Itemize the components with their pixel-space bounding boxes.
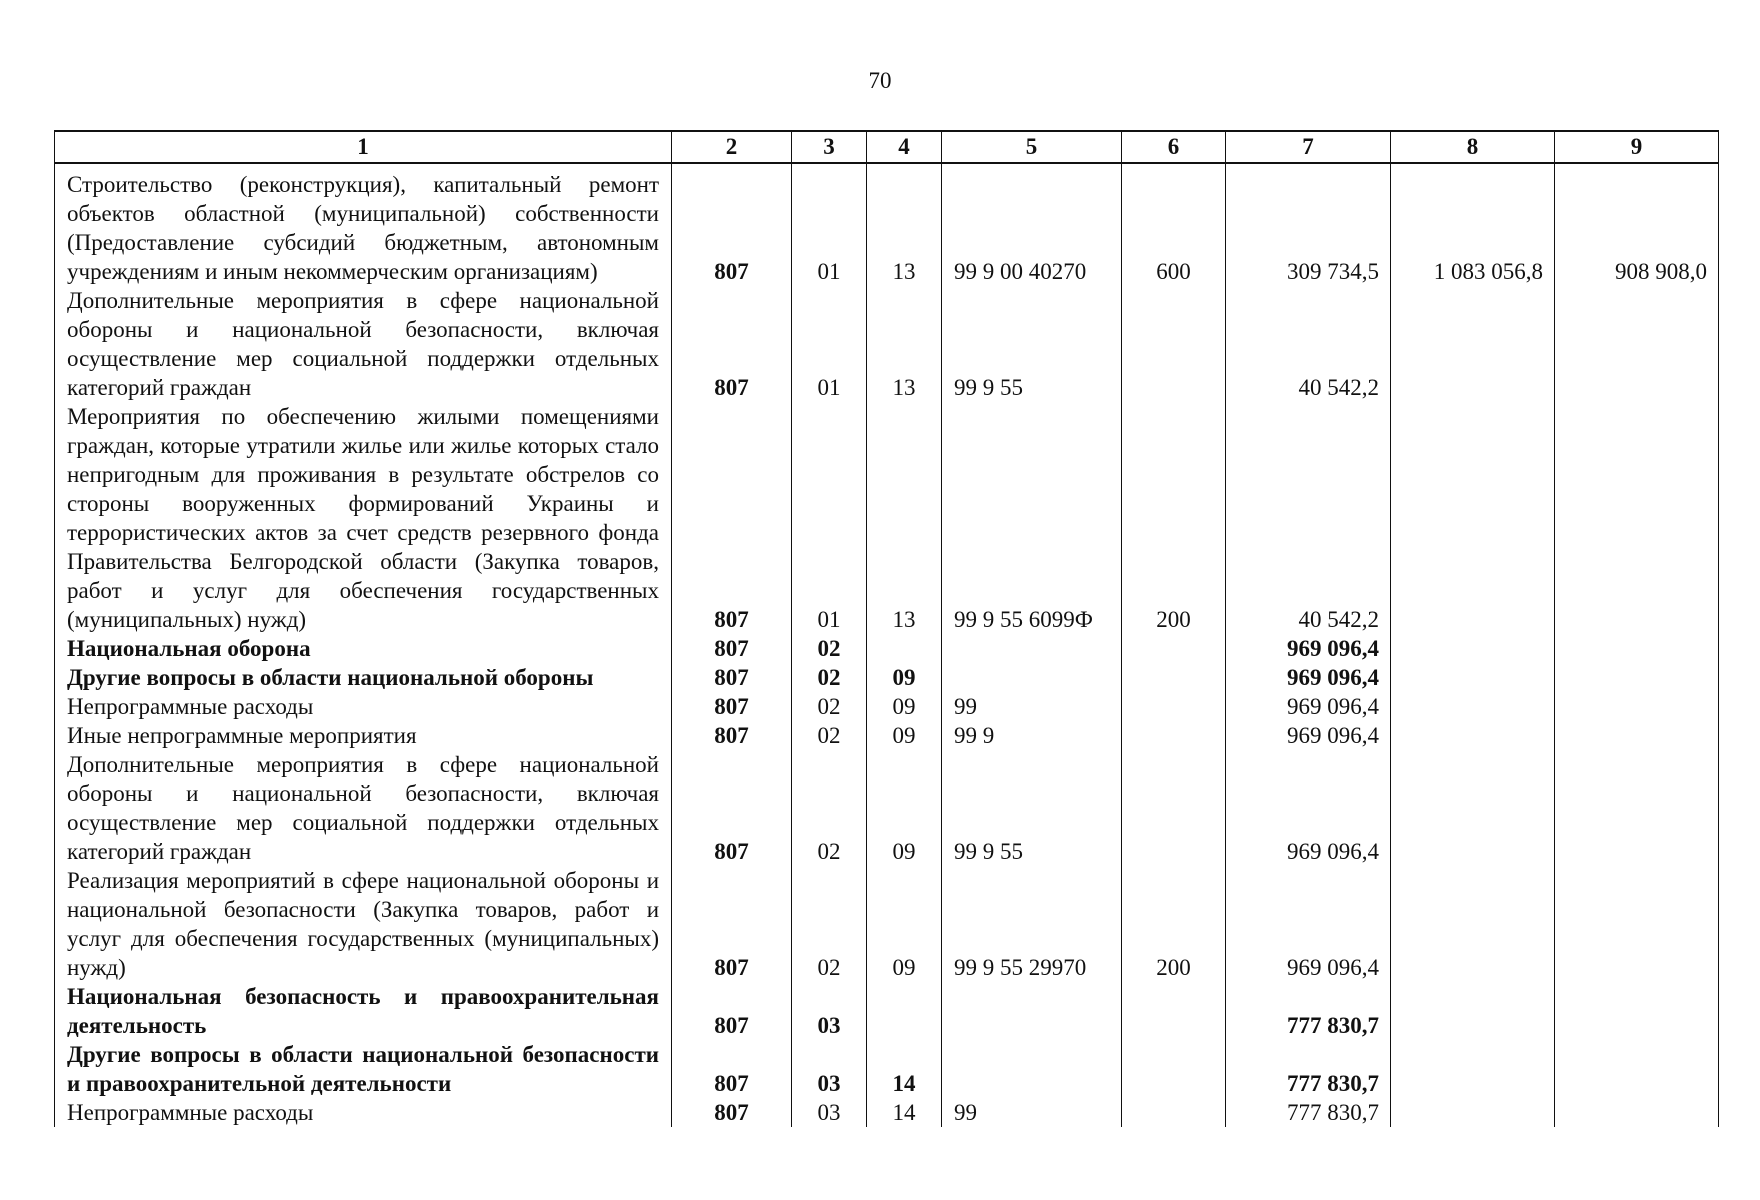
cell-target-article: 99 9 55: [942, 750, 1122, 866]
cell-amount-2023: 969 096,4: [1226, 663, 1391, 692]
cell-expense-type: [1122, 634, 1226, 663]
table-row: [55, 982, 1719, 1040]
cell-expense-type: [1122, 286, 1226, 402]
cell-code-807: 807: [672, 663, 792, 692]
cell-amount-2024: [1391, 1098, 1555, 1127]
cell-subsection: 09: [867, 750, 942, 866]
cell-subsection: [867, 982, 942, 1040]
cell-amount-2023: 40 542,2: [1226, 402, 1391, 634]
cell-amount-2023: 969 096,4: [1226, 750, 1391, 866]
cell-expense-type: [1122, 721, 1226, 750]
cell-target-article: 99 9 55 29970: [942, 866, 1122, 982]
cell-amount-2023: 777 830,7: [1226, 1098, 1391, 1127]
cell-target-article: 99 9: [942, 721, 1122, 750]
cell-section: 02: [792, 692, 867, 721]
cell-item-name: Строительство (реконструкция), капитальный ремонт объектов областной (муниципальной) собственности (Предоставление субсидий бюджетным, автономным учреждениям и иным некоммерческим организациям): [55, 163, 672, 286]
cell-item-name: Иные непрограммные мероприятия: [55, 721, 672, 750]
cell-section: 02: [792, 750, 867, 866]
page-number: 70: [868, 68, 892, 93]
cell-amount-2025: [1555, 750, 1719, 866]
cell-amount-2024: [1391, 721, 1555, 750]
cell-target-article: [942, 663, 1122, 692]
cell-code-807: 807: [672, 634, 792, 663]
cell-amount-2023: 969 096,4: [1226, 692, 1391, 721]
cell-section: 01: [792, 163, 867, 286]
table-row: [55, 721, 1719, 750]
cell-section: 01: [792, 286, 867, 402]
cell-expense-type: [1122, 663, 1226, 692]
cell-amount-2024: [1391, 634, 1555, 663]
cell-section: 01: [792, 402, 867, 634]
cell-amount-2024: [1391, 663, 1555, 692]
cell-item-name: Другие вопросы в области национальной безопасности и правоохранительной деятельности: [55, 1040, 672, 1098]
cell-section: 02: [792, 663, 867, 692]
cell-amount-2025: [1555, 663, 1719, 692]
col-header-5: 5: [942, 131, 1122, 163]
cell-subsection: 09: [867, 866, 942, 982]
cell-amount-2024: [1391, 1040, 1555, 1098]
cell-target-article: [942, 982, 1122, 1040]
cell-subsection: 13: [867, 163, 942, 286]
header-row: [55, 131, 1719, 163]
cell-amount-2023: 777 830,7: [1226, 1040, 1391, 1098]
cell-amount-2025: [1555, 286, 1719, 402]
cell-section: 02: [792, 721, 867, 750]
cell-section: 03: [792, 1040, 867, 1098]
table-row: [55, 286, 1719, 402]
cell-section: 03: [792, 982, 867, 1040]
table-row: [55, 663, 1719, 692]
cell-amount-2025: [1555, 692, 1719, 721]
col-header-4: 4: [867, 131, 942, 163]
cell-item-name: Непрограммные расходы: [55, 692, 672, 721]
cell-section: 02: [792, 634, 867, 663]
cell-target-article: 99 9 55: [942, 286, 1122, 402]
cell-target-article: [942, 1040, 1122, 1098]
table-row: [55, 1098, 1719, 1127]
cell-item-name: Непрограммные расходы: [55, 1098, 672, 1127]
cell-amount-2025: [1555, 866, 1719, 982]
cell-item-name: Национальная оборона: [55, 634, 672, 663]
cell-amount-2023: 40 542,2: [1226, 286, 1391, 402]
cell-code-807: 807: [672, 721, 792, 750]
table-row: [55, 634, 1719, 663]
cell-code-807: 807: [672, 866, 792, 982]
cell-amount-2025: [1555, 402, 1719, 634]
cell-code-807: 807: [672, 982, 792, 1040]
cell-expense-type: 200: [1122, 402, 1226, 634]
table-row: [55, 866, 1719, 982]
table-row: [55, 750, 1719, 866]
cell-expense-type: [1122, 750, 1226, 866]
cell-item-name: Другие вопросы в области национальной обороны: [55, 663, 672, 692]
cell-expense-type: [1122, 982, 1226, 1040]
col-header-1: 1: [55, 131, 672, 163]
cell-subsection: 09: [867, 663, 942, 692]
cell-amount-2025: [1555, 634, 1719, 663]
table-body: [55, 163, 1719, 1127]
col-header-8: 8: [1391, 131, 1555, 163]
cell-code-807: 807: [672, 286, 792, 402]
cell-target-article: 99 9 00 40270: [942, 163, 1122, 286]
col-header-3: 3: [792, 131, 867, 163]
cell-code-807: 807: [672, 750, 792, 866]
cell-expense-type: [1122, 1040, 1226, 1098]
table-row: [55, 692, 1719, 721]
cell-expense-type: [1122, 1098, 1226, 1127]
cell-amount-2023: 969 096,4: [1226, 721, 1391, 750]
cell-amount-2025: [1555, 1040, 1719, 1098]
cell-amount-2023: 969 096,4: [1226, 866, 1391, 982]
cell-target-article: [942, 634, 1122, 663]
cell-amount-2025: [1555, 1098, 1719, 1127]
cell-amount-2024: 1 083 056,8: [1391, 163, 1555, 286]
cell-subsection: 13: [867, 286, 942, 402]
cell-item-name: Дополнительные мероприятия в сфере национальной обороны и национальной безопасности, включая осуществление мер социальной поддержки отдельных категорий граждан: [55, 286, 672, 402]
cell-code-807: 807: [672, 1040, 792, 1098]
cell-expense-type: [1122, 692, 1226, 721]
cell-amount-2024: [1391, 402, 1555, 634]
cell-subsection: 14: [867, 1098, 942, 1127]
cell-amount-2024: [1391, 866, 1555, 982]
budget-table: [54, 130, 1719, 1127]
cell-item-name: Дополнительные мероприятия в сфере национальной обороны и национальной безопасности, включая осуществление мер социальной поддержки отдельных категорий граждан: [55, 750, 672, 866]
cell-item-name: Мероприятия по обеспечению жилыми помещениями граждан, которые утратили жилье или жилье которых стало непригодным для проживания в результате обстрелов со стороны вооруженных формирований Украины и террористических актов за счет средств резервного фонда Правительства Белгородской области (Закупка товаров, работ и услуг для обеспечения государственных (муниципальных) нужд): [55, 402, 672, 634]
cell-amount-2025: 908 908,0: [1555, 163, 1719, 286]
cell-section: 02: [792, 866, 867, 982]
cell-amount-2025: [1555, 982, 1719, 1040]
cell-expense-type: 200: [1122, 866, 1226, 982]
cell-subsection: 09: [867, 721, 942, 750]
cell-amount-2023: 309 734,5: [1226, 163, 1391, 286]
cell-subsection: [867, 634, 942, 663]
table-row: [55, 1040, 1719, 1098]
cell-item-name: Реализация мероприятий в сфере национальной обороны и национальной безопасности (Закупка товаров, работ и услуг для обеспечения государственных (муниципальных) нужд): [55, 866, 672, 982]
cell-amount-2024: [1391, 286, 1555, 402]
cell-target-article: 99: [942, 1098, 1122, 1127]
col-header-2: 2: [672, 131, 792, 163]
cell-target-article: 99: [942, 692, 1122, 721]
cell-amount-2024: [1391, 692, 1555, 721]
cell-code-807: 807: [672, 163, 792, 286]
table-row: [55, 163, 1719, 286]
cell-amount-2023: 777 830,7: [1226, 982, 1391, 1040]
cell-section: 03: [792, 1098, 867, 1127]
cell-target-article: 99 9 55 6099Ф: [942, 402, 1122, 634]
cell-amount-2024: [1391, 982, 1555, 1040]
table-row: [55, 402, 1719, 634]
cell-subsection: 14: [867, 1040, 942, 1098]
cell-item-name: Национальная безопасность и правоохранительная деятельность: [55, 982, 672, 1040]
cell-amount-2024: [1391, 750, 1555, 866]
cell-code-807: 807: [672, 402, 792, 634]
cell-expense-type: 600: [1122, 163, 1226, 286]
col-header-7: 7: [1226, 131, 1391, 163]
cell-subsection: 13: [867, 402, 942, 634]
cell-subsection: 09: [867, 692, 942, 721]
col-header-9: 9: [1555, 131, 1719, 163]
col-header-6: 6: [1122, 131, 1226, 163]
cell-code-807: 807: [672, 692, 792, 721]
cell-amount-2025: [1555, 721, 1719, 750]
cell-amount-2023: 969 096,4: [1226, 634, 1391, 663]
cell-code-807: 807: [672, 1098, 792, 1127]
